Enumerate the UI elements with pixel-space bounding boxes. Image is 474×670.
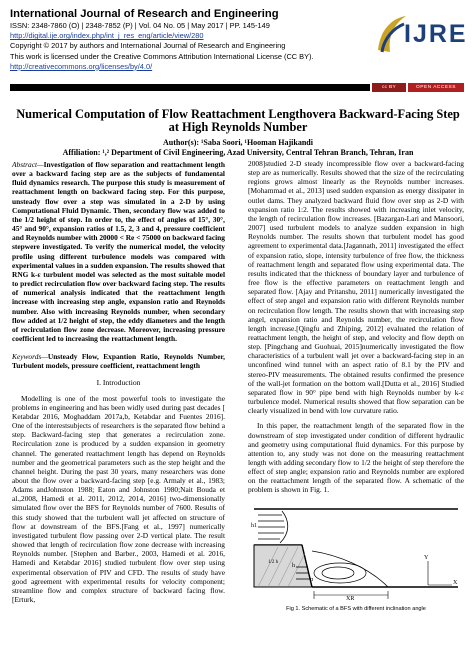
bfs-schematic: [248, 501, 464, 601]
label-h: h: [292, 562, 295, 569]
cc-by-badge[interactable]: cc BY: [372, 83, 406, 92]
journal-header: [10, 8, 365, 72]
intro-paragraph-continued: 2008]studied 2-D steady incompressible flow over a backward-facing step are as numerically. Results showed that the size of the recirculating regions grows almost linearly as the Reynolds number increases.[Mohammad et al., 2013] used sudden expansion as energy dissipater in outlet dams. They analyzed backward fluid flow over step as 2-D with expansion ratio 1:2. The results showed with increasing inlet velocity, the length of recirculation flow increases. [Bazargan-Lari and Mansoori, 2007] used turbulent models to analyze sudden expansion in high Reynolds number. The results shown that turbulent model has good agreement to experimental data.[Jagannath, 2011] investigated the effect of expansion ratio, slope, intensity turbulence of free flow, the thickness of reattachment length and separated flow using experimental data. The results indicated that the thickness of boundary layer and turbulence of free flow is the effective parameters on reattachment length and separated flow. [Ajay and Pritanshu, 2011] numerically investigated the effect of step angel and expansion ratio with different Reynolds number on recirculation flow length. The results shown that with increasing step angel, expansion ratio and Reynolds number, the recirculation flow length increase.[Qingfu and Zhiping, 2012] evaluated the relation of reattachment length, the height of step, and velocity and flow depth on step. [Pingchang and Guohuai, 2015]numerically investigated the flow characteristics of a turbulent wall jet over a backward-facing step in an unconfined wind tunnel with an aspect ratio of 8.1 by the PIV and stereo-PIV measurements. The obtained results confirmed the presence of the wall-jet formation on the bottom wall.[Dutta et al., 2016] Studied separated flow in 90° pipe bend with high Reynolds number by k-ε turbulence model. Numerical results showed that flow separation can be clearly visualized in bend with low curvature ratio.: [248, 159, 464, 416]
label-alpha: α: [310, 576, 314, 583]
keywords-text: Unsteady Flow, Expantion Ratio, Reynolds Number, Turbulent models, pressure coefficient, reattachment length: [12, 352, 225, 371]
issn-line: ISSN: 2348-7860 (O) | 2348-7852 (P) | Vol. 04 No. 05 | May 2017 | PP. 145-149: [10, 21, 270, 30]
right-column: [248, 159, 464, 614]
header-divider: [10, 84, 370, 91]
license-link[interactable]: http://creativecommons.org/licenses/by/4.0/: [10, 61, 153, 71]
label-y: Y: [424, 554, 429, 561]
figure-1: [248, 501, 464, 614]
ijre-logo: [372, 10, 468, 60]
label-secondary: 1/2 h: [268, 559, 279, 565]
paper-title: Numerical Computation of Flow Reattachment Lengthovera Backward-Facing Step at High Reynolds Number: [16, 107, 460, 134]
left-column: [12, 160, 225, 604]
intro-paragraph: Modelling is one of the most powerful tools to investigate the problems in engineering and has been widly used during past decades [ Ketabdar 2016, Moghaddam 2017a,b, Ketabdar and Fuentes 2016]. One of the interestsubjects of researchers is the separated flow behind a step. Backward-facing step that generates a recirculation zone. Recirculation zone is produced by a sudden expansion in geometry channel. The generated reattachment length has depend on Reynolds number and the geometrical parameters such as the step height and the channel height. During the past 30 years, many researchers was done about the flow over a backward-facing step [e.g. Armaly et al., 1983; Adams andJohnston 1988; Eaton and Johnston 1980;Nait Bouda et al.,2008, Hamedi et al. 2011, 2012, 2014, 2016] two-dimensionally simulated flow over the BFS for Reynolds number of 7600. Results of this study showed that the turbulent wall jet affected on structure of flow at downstream of the BFS.[Fang et al., 1997] numerically investigated turbulent flow passing over 2-D vertical plate. The result showed that length of recirculation flow zone decrease with increasing Reynolds number. [Stephen and Barber., 2003, Hamedi et al. 2016, Hamedi and Ketabdar 2016] studied turbulent flow over step using experimental observation of PIV and CFD. The results of study have good agreement with experimental results for velocity component; streamline flow and complex structure of backward facing flow. [Erturk,: [12, 393, 225, 605]
copyright-line: Copyright © 2017 by authors and International Journal of Research and Engineering: [10, 41, 286, 51]
label-x: X: [453, 579, 458, 586]
author-block: [14, 138, 462, 157]
keywords-label: Keywords—: [12, 352, 48, 362]
keywords: [12, 352, 225, 370]
label-xr: XR: [346, 595, 355, 601]
purpose-paragraph: In this paper, the reattachment length of the separated flow in the downstream of step investigated under condition of different hydraulic and geometry using computational fluid dynamics. For this purpose by attention to, any study was not done on the measuring reattachment length with adding secondary flow to 1/2 the height of step therefore the effect of step angle; expansion ratio and Reynolds number are explored on the reattachment length of the separated flow. A schematic of the problem is shown in Fig. 1.: [248, 421, 464, 495]
affiliation-line: Affiliation: ¹,² Department of Civil Engineering, Azad University, Central Tehran Branch, Tehran, Iran: [62, 147, 414, 157]
open-access-badge: OPEN ACCESS: [408, 83, 464, 92]
doi-link[interactable]: http://digital.ije.org/index.php/int_j_res_eng/article/view/280: [10, 31, 204, 41]
license-line: This work is licensed under the Creative Commons Attribution International License (CC BY).: [10, 51, 314, 61]
abstract-label: Abstract—: [12, 160, 44, 169]
authors-line: Author(s): ¹Saba Soori, ¹Hooman Hajikandi: [163, 138, 313, 147]
label-h1: h1: [251, 522, 257, 529]
abstract: [12, 160, 225, 343]
abstract-text: Investigation of flow separation and reattachment length over a backward facing step are as the subjects of fundamental fluid dynamics research. The purpose this study is measurement of reattachment length on backward facing step. For this purpose, unsteady flow over a step was simulated in a 2-D by using Computational Fluid Dynamic. Then, secondary flow was added to the 1/2 height of step. In order to, the effect of angles of 15°, 30°, 45° and 90°, expansion ratios of 1.5, 2, 3 and 4, pressure coefficient and Reynolds number with 20000 < Re < 75000 on backward facing stepwere investigated. To verify the numerical model, the velocity profile using different turbulence models was compared with experimental values in a sudden expansion. The results showed that RNG k-ε turbulent model was selected as the most suitable model to predict recirculation flow over backward facing step. The results of numerical analysis indicated that the reattachment length increase with increasing step angle, expansion ratio and Reynolds number. Also with increasing Reynolds number, when secondary flow added at 1/2 height of step, the eddy diameters and the length of recirculation flow zone decrease. Moreover, increasing pressure coefficient led to increasing the reattachment length.: [12, 160, 225, 343]
figure-caption: Fig 1. Schematic of a BFS with different inclination angle: [286, 605, 426, 612]
logo-text: IJRE: [404, 20, 468, 48]
section-heading: I. Introduction: [96, 378, 141, 388]
journal-title: International Journal of Research and Engineering: [10, 8, 279, 20]
